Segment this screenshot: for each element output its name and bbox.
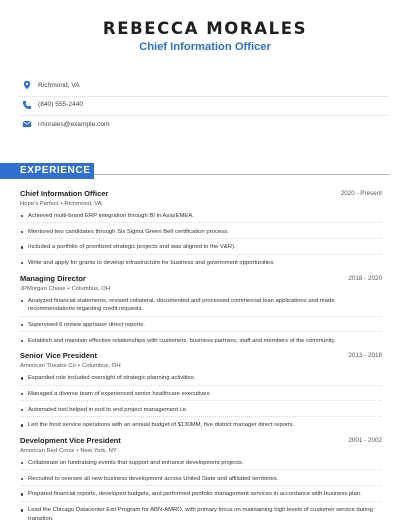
contact-list: [20, 77, 389, 135]
job-entry: [20, 351, 382, 431]
contact-email: [20, 116, 389, 135]
job-bullets: [20, 374, 382, 431]
job-bullet: Establish and maintain effective relationships with customers, business partners, staff and members of the community.: [20, 337, 382, 347]
section-divider: [94, 174, 390, 175]
job-location: Richmond, VA: [64, 201, 102, 207]
separator-dot: •: [77, 363, 80, 370]
job-company: American Theatre Co: [20, 363, 76, 370]
job-bullet: Analyzed financial statements, revised collateral, documented and processed commercial loan applications and made recommendations regarding credit requests.: [20, 297, 382, 317]
separator-dot: •: [60, 201, 63, 207]
job-company-line: [20, 200, 382, 209]
job-location: Columbus, OH: [81, 363, 121, 370]
job-bullet: Supervised 6 review appraiser direct reports.: [20, 321, 382, 332]
job-bullets: [20, 459, 382, 525]
job-bullet: Recruited to oversee all new business development across United State and affiliated territories.: [20, 475, 382, 486]
job-header: [20, 189, 382, 199]
job-company: American Red Cross: [20, 448, 75, 455]
job-title: Chief Information Officer: [20, 189, 109, 198]
job-company-line: [20, 447, 382, 456]
contact-email-text: rmorales@example.com: [38, 120, 110, 128]
job-bullet: Prepared financial reports, developed budgets, and performed portfolio management services in accordance with business plan.: [20, 490, 382, 501]
job-header: [20, 436, 382, 446]
experience-section-header: EXPERIENCE: [0, 163, 94, 179]
job-entry: [20, 274, 382, 347]
job-dates: 2001 - 2002: [348, 437, 382, 445]
job-company-line: [20, 285, 382, 294]
job-location: New York, NY: [80, 448, 117, 455]
job-title: Managing Director: [20, 273, 86, 283]
job-header: [20, 274, 382, 284]
job-dates: 2020 - Present: [340, 190, 382, 197]
job-entry: [20, 189, 382, 269]
job-bullets: [20, 212, 382, 269]
job-bullet: Collaborate on fundraising events that support and enhance development projects.: [20, 459, 382, 470]
job-entry: [20, 436, 382, 525]
job-location: Columbus, OH: [71, 285, 111, 292]
job-bullet: Led the food service operations with an annual budget of $130MM, five district manager direct reports.: [20, 421, 382, 431]
job-dates: 2013 - 2018: [348, 352, 382, 360]
job-company: JPMorgan Chase: [20, 285, 66, 292]
contact-phone-text: (840) 555-2440: [38, 101, 84, 108]
experience-list: [20, 189, 382, 529]
candidate-name: REBECCA MORALES: [102, 19, 308, 38]
job-bullet: Managed a diverse team of experienced senior healthcare executives.: [20, 390, 382, 401]
mail-icon: [22, 119, 32, 129]
contact-location: [20, 77, 389, 97]
separator-dot: •: [76, 448, 79, 455]
contact-phone: [20, 97, 389, 117]
location-pin-icon: [22, 80, 32, 90]
contact-location-text: Richmond, VA: [38, 81, 80, 89]
job-bullet: Achieved multi-brand ERP integration through BI in Asia/EMEA.: [20, 212, 382, 223]
job-bullet: Lead the Chicago Datacenter Exit Program for ABN-AMRO, with primary focus on maintaining high levels of customer service during transition.: [20, 506, 382, 525]
job-header: [20, 351, 382, 361]
candidate-title: Chief Information Officer: [139, 41, 271, 53]
job-company-line: [20, 362, 382, 371]
job-company: Hope's Perfect: [20, 201, 59, 207]
job-bullets: [20, 297, 382, 347]
job-bullet: Automated tool helped in end to end project management i.e.: [20, 406, 382, 417]
job-title: Senior Vice President: [20, 351, 97, 361]
job-title: Development Vice President: [20, 436, 121, 446]
separator-dot: •: [67, 285, 70, 292]
job-bullet: Expanded role included oversight of strategic planning activities.: [20, 374, 382, 385]
phone-icon: [22, 100, 32, 110]
job-dates: 2018 - 2020: [348, 274, 382, 282]
job-bullet: Included a portfolio of prioritized strategic projects and was aligned to the V&R).: [20, 243, 382, 254]
job-bullet: Mentored two candidates through Six Sigma Green Belt certification process.: [20, 228, 382, 239]
job-bullet: Write and apply for grants to develop infrastructure for business and government opportunities.: [20, 259, 382, 269]
